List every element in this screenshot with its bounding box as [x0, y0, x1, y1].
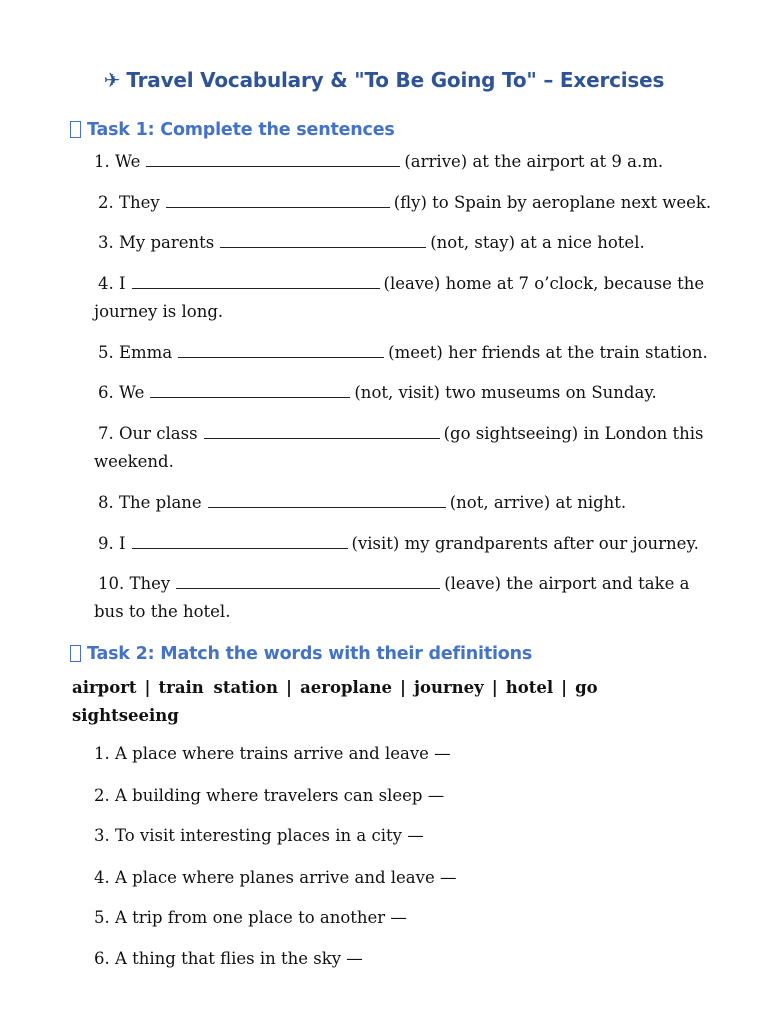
- task1-sentence-2: [98, 189, 711, 217]
- answer-blank-3[interactable]: [220, 233, 426, 248]
- sentence-start: 8. The plane: [98, 493, 202, 512]
- word-bank-item: airport: [72, 678, 137, 697]
- word-bank: [72, 674, 692, 730]
- sentence-start: 10. They: [98, 574, 171, 593]
- page-title: [0, 68, 768, 92]
- word-bank-item: go sightseeing: [72, 678, 598, 725]
- word-separator: |: [286, 678, 293, 697]
- answer-blank-7[interactable]: [204, 424, 440, 439]
- sentence-end: (meet) her friends at the train station.: [388, 343, 708, 362]
- definition-4: 4. A place where planes arrive and leave —: [94, 868, 457, 887]
- sentence-start: 2. They: [98, 193, 160, 212]
- definition-6: 6. A thing that flies in the sky —: [94, 949, 363, 968]
- task1-sentence-6: [98, 379, 657, 407]
- sentence-end: (fly) to Spain by aeroplane next week.: [393, 193, 712, 212]
- word-separator: |: [491, 678, 498, 697]
- answer-blank-8[interactable]: [208, 493, 446, 508]
- task1-sentence-10: [98, 570, 689, 598]
- task1-sentence-4: [98, 270, 704, 298]
- answer-blank-2[interactable]: [166, 193, 390, 208]
- answer-blank-6[interactable]: [150, 383, 350, 398]
- definition-1: 1. A place where trains arrive and leave —: [94, 744, 451, 763]
- task1-sentence-5: [98, 339, 708, 367]
- definition-3: 3. To visit interesting places in a city —: [94, 826, 424, 845]
- page-title-text: Travel Vocabulary & "To Be Going To" – Exercises: [126, 68, 665, 92]
- task1-sentence-9: [98, 530, 699, 558]
- word-separator: |: [561, 678, 568, 697]
- missing-glyph-icon: [70, 121, 81, 138]
- sentence-start: 4. I: [98, 274, 126, 293]
- definition-5: 5. A trip from one place to another —: [94, 908, 407, 927]
- sentence-start: 6. We: [98, 383, 145, 402]
- answer-blank-9[interactable]: [132, 534, 348, 549]
- sentence-end: (go sightseeing) in London this: [443, 424, 704, 443]
- sentence-end: (visit) my grandparents after our journey.: [351, 534, 699, 553]
- sentence-start: 9. I: [98, 534, 126, 553]
- answer-blank-4[interactable]: [132, 274, 380, 289]
- sentence-end: (not, stay) at a nice hotel.: [430, 233, 645, 252]
- task2-heading-text: Task 2: Match the words with their definitions: [87, 644, 533, 664]
- task1-sentence-4-continued: journey is long.: [94, 302, 224, 321]
- task2-heading: [70, 644, 532, 664]
- task1-sentence-7-continued: weekend.: [94, 452, 174, 471]
- task1-sentence-8: [98, 489, 626, 517]
- word-bank-item: hotel: [505, 678, 554, 697]
- word-bank-item: train station: [158, 678, 279, 697]
- sentence-end: (leave) the airport and take a: [444, 574, 690, 593]
- sentence-start: 1. We: [94, 152, 141, 171]
- sentence-end: (arrive) at the airport at 9 a.m.: [404, 152, 664, 171]
- airplane-icon: ✈: [103, 68, 121, 92]
- task1-sentence-3: [98, 229, 645, 257]
- word-separator: |: [144, 678, 151, 697]
- answer-blank-1[interactable]: [146, 152, 400, 167]
- task1-heading: [70, 120, 395, 140]
- sentence-start: 3. My parents: [98, 233, 215, 252]
- answer-blank-5[interactable]: [178, 343, 384, 358]
- missing-glyph-icon: [70, 645, 81, 662]
- definition-2: 2. A building where travelers can sleep —: [94, 786, 445, 805]
- answer-blank-10[interactable]: [176, 574, 440, 589]
- word-separator: |: [399, 678, 406, 697]
- task1-sentence-7: [98, 420, 704, 448]
- sentence-start: 7. Our class: [98, 424, 198, 443]
- sentence-start: 5. Emma: [98, 343, 173, 362]
- word-bank-item: aeroplane: [300, 678, 392, 697]
- word-bank-item: journey: [413, 678, 484, 697]
- sentence-end: (not, visit) two museums on Sunday.: [354, 383, 657, 402]
- task1-sentence-10-continued: bus to the hotel.: [94, 602, 231, 621]
- sentence-end: (leave) home at 7 o’clock, because the: [383, 274, 705, 293]
- task1-heading-text: Task 1: Complete the sentences: [87, 120, 395, 140]
- task1-sentence-1: [94, 148, 663, 176]
- sentence-end: (not, arrive) at night.: [449, 493, 627, 512]
